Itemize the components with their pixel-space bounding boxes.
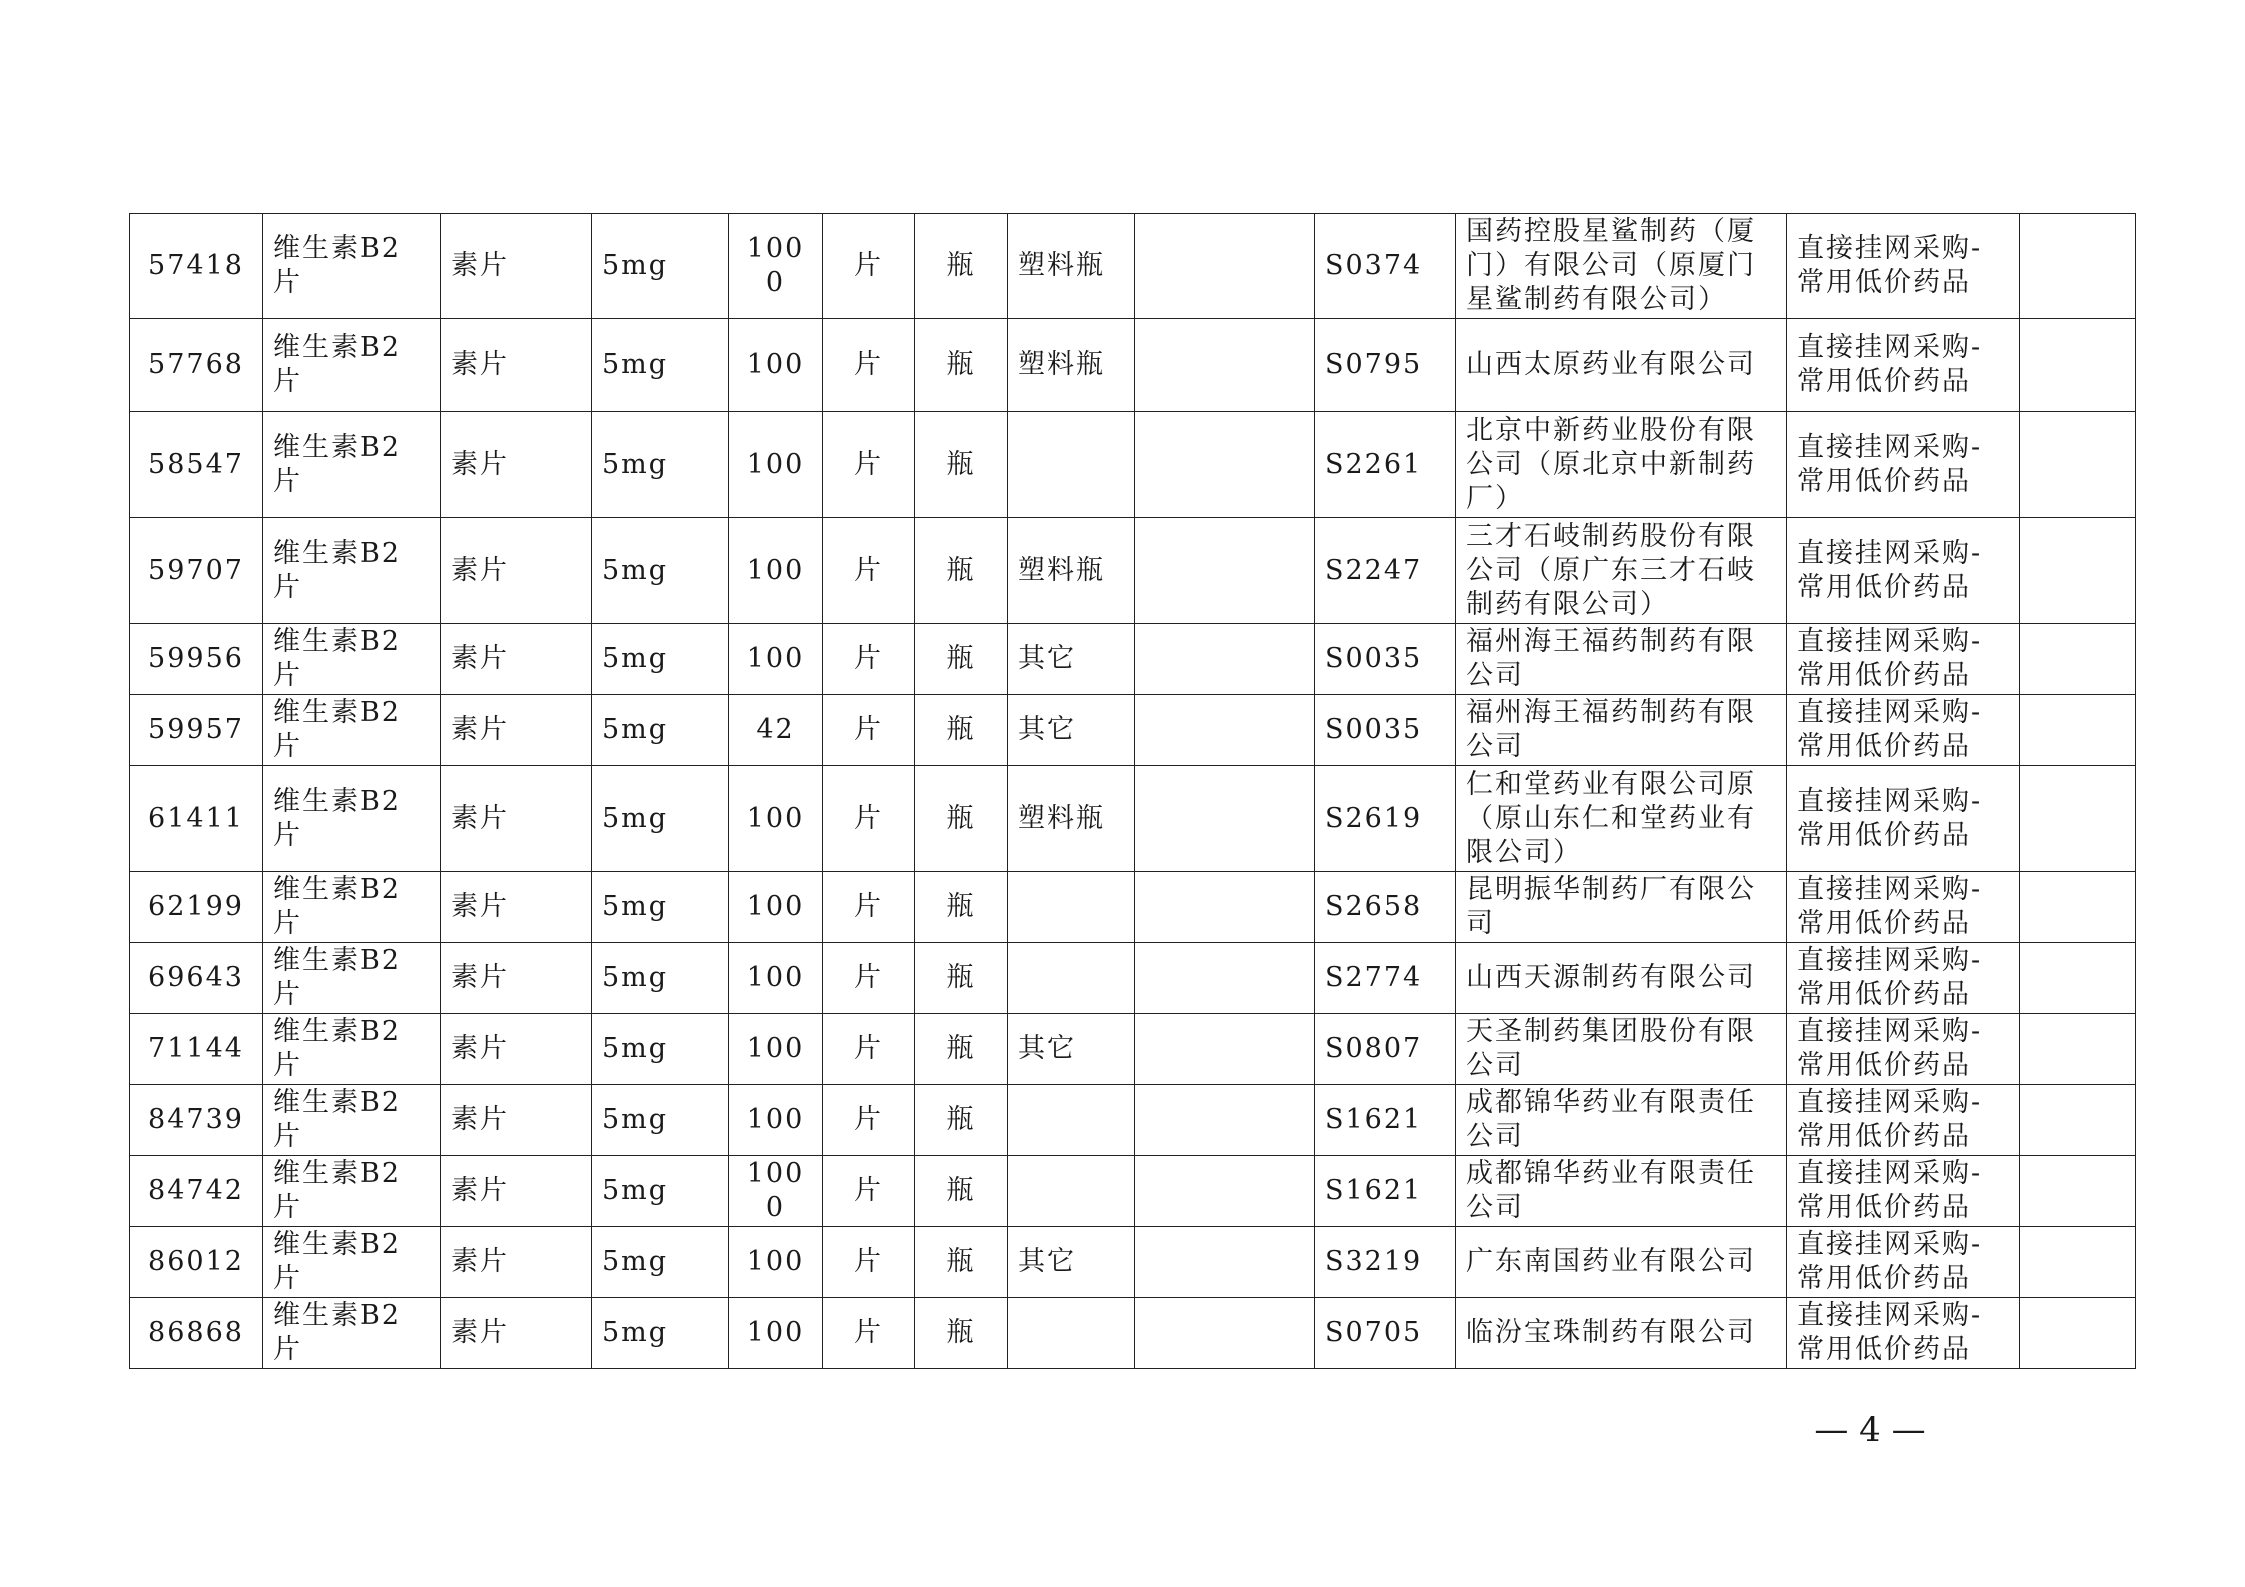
cell-quantity: 100 (729, 1227, 823, 1298)
table-row (130, 766, 2136, 872)
cell-blank (1135, 695, 1315, 766)
cell-manufacturer: 天圣制药集团股份有限公司 (1456, 1014, 1787, 1085)
cell-dosage-form: 素片 (441, 319, 592, 412)
cell-specification: 5mg (592, 214, 729, 319)
cell-specification: 5mg (592, 766, 729, 872)
cell-drug-name: 维生素B2片 (263, 412, 441, 518)
cell-product-id: 59707 (130, 518, 263, 624)
cell-procurement-category: 直接挂网采购-常用低价药品 (1787, 1227, 2020, 1298)
cell-unit: 片 (823, 872, 915, 943)
cell-drug-name: 维生素B2片 (263, 518, 441, 624)
drug-price-table (129, 213, 2136, 1369)
cell-unit: 片 (823, 766, 915, 872)
table-row (130, 1227, 2136, 1298)
cell-manufacturer: 临汾宝珠制药有限公司 (1456, 1298, 1787, 1369)
cell-manufacturer: 北京中新药业股份有限公司（原北京中新制药厂） (1456, 412, 1787, 518)
cell-package-material: 其它 (1008, 695, 1135, 766)
cell-procurement-category: 直接挂网采购-常用低价药品 (1787, 1085, 2020, 1156)
table-row (130, 1298, 2136, 1369)
table-row (130, 624, 2136, 695)
cell-procurement-category: 直接挂网采购-常用低价药品 (1787, 518, 2020, 624)
cell-drug-name: 维生素B2片 (263, 319, 441, 412)
cell-blank (1135, 766, 1315, 872)
table-row (130, 518, 2136, 624)
cell-drug-name: 维生素B2片 (263, 624, 441, 695)
cell-remarks (2020, 412, 2136, 518)
cell-quantity: 100 (729, 1085, 823, 1156)
cell-package-material (1008, 412, 1135, 518)
cell-company-code: S1621 (1315, 1156, 1456, 1227)
cell-remarks (2020, 695, 2136, 766)
cell-quantity: 100 (729, 319, 823, 412)
cell-package-unit: 瓶 (915, 1014, 1008, 1085)
cell-specification: 5mg (592, 872, 729, 943)
cell-manufacturer: 仁和堂药业有限公司原（原山东仁和堂药业有限公司） (1456, 766, 1787, 872)
cell-package-material (1008, 1156, 1135, 1227)
cell-product-id: 84742 (130, 1156, 263, 1227)
cell-dosage-form: 素片 (441, 1298, 592, 1369)
cell-company-code: S2619 (1315, 766, 1456, 872)
cell-company-code: S3219 (1315, 1227, 1456, 1298)
cell-drug-name: 维生素B2片 (263, 214, 441, 319)
cell-dosage-form: 素片 (441, 872, 592, 943)
cell-remarks (2020, 766, 2136, 872)
cell-specification: 5mg (592, 319, 729, 412)
cell-blank (1135, 1156, 1315, 1227)
cell-dosage-form: 素片 (441, 214, 592, 319)
cell-company-code: S1621 (1315, 1085, 1456, 1156)
cell-unit: 片 (823, 518, 915, 624)
cell-package-material (1008, 943, 1135, 1014)
cell-company-code: S2774 (1315, 943, 1456, 1014)
cell-procurement-category: 直接挂网采购-常用低价药品 (1787, 872, 2020, 943)
cell-product-id: 58547 (130, 412, 263, 518)
cell-drug-name: 维生素B2片 (263, 695, 441, 766)
cell-remarks (2020, 319, 2136, 412)
cell-procurement-category: 直接挂网采购-常用低价药品 (1787, 412, 2020, 518)
table-row (130, 1085, 2136, 1156)
cell-remarks (2020, 624, 2136, 695)
cell-drug-name: 维生素B2片 (263, 766, 441, 872)
cell-procurement-category: 直接挂网采购-常用低价药品 (1787, 943, 2020, 1014)
cell-drug-name: 维生素B2片 (263, 943, 441, 1014)
cell-product-id: 62199 (130, 872, 263, 943)
cell-unit: 片 (823, 319, 915, 412)
cell-package-material: 其它 (1008, 624, 1135, 695)
cell-package-material: 塑料瓶 (1008, 214, 1135, 319)
cell-package-material: 其它 (1008, 1227, 1135, 1298)
cell-unit: 片 (823, 412, 915, 518)
cell-blank (1135, 872, 1315, 943)
cell-company-code: S0374 (1315, 214, 1456, 319)
cell-manufacturer: 山西太原药业有限公司 (1456, 319, 1787, 412)
cell-package-material (1008, 1085, 1135, 1156)
cell-specification: 5mg (592, 1298, 729, 1369)
cell-blank (1135, 624, 1315, 695)
cell-company-code: S0705 (1315, 1298, 1456, 1369)
cell-product-id: 59956 (130, 624, 263, 695)
cell-remarks (2020, 1014, 2136, 1085)
cell-package-unit: 瓶 (915, 518, 1008, 624)
cell-package-unit: 瓶 (915, 412, 1008, 518)
cell-manufacturer: 山西天源制药有限公司 (1456, 943, 1787, 1014)
cell-unit: 片 (823, 1156, 915, 1227)
cell-dosage-form: 素片 (441, 1227, 592, 1298)
cell-blank (1135, 943, 1315, 1014)
cell-remarks (2020, 872, 2136, 943)
cell-dosage-form: 素片 (441, 412, 592, 518)
cell-company-code: S2261 (1315, 412, 1456, 518)
cell-package-unit: 瓶 (915, 1227, 1008, 1298)
cell-procurement-category: 直接挂网采购-常用低价药品 (1787, 1298, 2020, 1369)
cell-product-id: 71144 (130, 1014, 263, 1085)
cell-package-unit: 瓶 (915, 695, 1008, 766)
cell-quantity: 100 (729, 943, 823, 1014)
cell-unit: 片 (823, 695, 915, 766)
cell-product-id: 59957 (130, 695, 263, 766)
cell-drug-name: 维生素B2片 (263, 1085, 441, 1156)
cell-package-unit: 瓶 (915, 1298, 1008, 1369)
cell-remarks (2020, 1298, 2136, 1369)
cell-product-id: 86868 (130, 1298, 263, 1369)
cell-manufacturer: 昆明振华制药厂有限公司 (1456, 872, 1787, 943)
cell-blank (1135, 1085, 1315, 1156)
cell-unit: 片 (823, 1298, 915, 1369)
cell-manufacturer: 成都锦华药业有限责任公司 (1456, 1156, 1787, 1227)
cell-package-unit: 瓶 (915, 872, 1008, 943)
cell-package-unit: 瓶 (915, 1156, 1008, 1227)
cell-dosage-form: 素片 (441, 1085, 592, 1156)
cell-package-unit: 瓶 (915, 1085, 1008, 1156)
cell-package-material: 塑料瓶 (1008, 319, 1135, 412)
cell-procurement-category: 直接挂网采购-常用低价药品 (1787, 624, 2020, 695)
cell-quantity: 100 (729, 872, 823, 943)
cell-unit: 片 (823, 624, 915, 695)
cell-dosage-form: 素片 (441, 943, 592, 1014)
table-body (130, 214, 2136, 1369)
cell-blank (1135, 319, 1315, 412)
cell-drug-name: 维生素B2片 (263, 872, 441, 943)
cell-manufacturer: 广东南国药业有限公司 (1456, 1227, 1787, 1298)
cell-unit: 片 (823, 214, 915, 319)
cell-product-id: 86012 (130, 1227, 263, 1298)
cell-manufacturer: 三才石岐制药股份有限公司（原广东三才石岐制药有限公司） (1456, 518, 1787, 624)
cell-quantity: 1000 (729, 214, 823, 319)
cell-specification: 5mg (592, 695, 729, 766)
table-row (130, 872, 2136, 943)
cell-package-unit: 瓶 (915, 943, 1008, 1014)
cell-package-material (1008, 872, 1135, 943)
cell-unit: 片 (823, 1014, 915, 1085)
cell-dosage-form: 素片 (441, 1014, 592, 1085)
cell-specification: 5mg (592, 1227, 729, 1298)
cell-quantity: 100 (729, 766, 823, 872)
page-number: — 4 — (1814, 1410, 1926, 1450)
cell-product-id: 69643 (130, 943, 263, 1014)
table-row (130, 214, 2136, 319)
cell-blank (1135, 1014, 1315, 1085)
cell-specification: 5mg (592, 518, 729, 624)
cell-quantity: 100 (729, 624, 823, 695)
cell-company-code: S0035 (1315, 695, 1456, 766)
cell-package-material: 塑料瓶 (1008, 766, 1135, 872)
cell-package-unit: 瓶 (915, 319, 1008, 412)
cell-quantity: 100 (729, 518, 823, 624)
cell-blank (1135, 412, 1315, 518)
cell-quantity: 1000 (729, 1156, 823, 1227)
cell-product-id: 57418 (130, 214, 263, 319)
cell-drug-name: 维生素B2片 (263, 1227, 441, 1298)
cell-blank (1135, 1298, 1315, 1369)
cell-specification: 5mg (592, 943, 729, 1014)
cell-procurement-category: 直接挂网采购-常用低价药品 (1787, 695, 2020, 766)
cell-company-code: S0795 (1315, 319, 1456, 412)
cell-company-code: S0807 (1315, 1014, 1456, 1085)
cell-remarks (2020, 1156, 2136, 1227)
cell-dosage-form: 素片 (441, 766, 592, 872)
cell-unit: 片 (823, 943, 915, 1014)
table-row (130, 695, 2136, 766)
cell-quantity: 100 (729, 1014, 823, 1085)
table-row (130, 1156, 2136, 1227)
cell-dosage-form: 素片 (441, 518, 592, 624)
cell-dosage-form: 素片 (441, 695, 592, 766)
cell-package-unit: 瓶 (915, 766, 1008, 872)
cell-manufacturer: 成都锦华药业有限责任公司 (1456, 1085, 1787, 1156)
cell-company-code: S2658 (1315, 872, 1456, 943)
cell-procurement-category: 直接挂网采购-常用低价药品 (1787, 319, 2020, 412)
cell-drug-name: 维生素B2片 (263, 1014, 441, 1085)
cell-unit: 片 (823, 1085, 915, 1156)
cell-company-code: S0035 (1315, 624, 1456, 695)
cell-procurement-category: 直接挂网采购-常用低价药品 (1787, 1156, 2020, 1227)
cell-manufacturer: 国药控股星鲨制药（厦门）有限公司（原厦门星鲨制药有限公司） (1456, 214, 1787, 319)
cell-unit: 片 (823, 1227, 915, 1298)
cell-drug-name: 维生素B2片 (263, 1156, 441, 1227)
cell-package-material (1008, 1298, 1135, 1369)
table-row (130, 1014, 2136, 1085)
cell-manufacturer: 福州海王福药制药有限公司 (1456, 695, 1787, 766)
cell-procurement-category: 直接挂网采购-常用低价药品 (1787, 766, 2020, 872)
table-row (130, 319, 2136, 412)
cell-specification: 5mg (592, 624, 729, 695)
cell-specification: 5mg (592, 412, 729, 518)
cell-quantity: 42 (729, 695, 823, 766)
cell-package-material: 塑料瓶 (1008, 518, 1135, 624)
cell-product-id: 57768 (130, 319, 263, 412)
cell-quantity: 100 (729, 1298, 823, 1369)
cell-remarks (2020, 943, 2136, 1014)
cell-quantity: 100 (729, 412, 823, 518)
cell-procurement-category: 直接挂网采购-常用低价药品 (1787, 214, 2020, 319)
cell-procurement-category: 直接挂网采购-常用低价药品 (1787, 1014, 2020, 1085)
cell-package-unit: 瓶 (915, 214, 1008, 319)
cell-product-id: 84739 (130, 1085, 263, 1156)
cell-drug-name: 维生素B2片 (263, 1298, 441, 1369)
cell-remarks (2020, 1227, 2136, 1298)
cell-specification: 5mg (592, 1156, 729, 1227)
cell-blank (1135, 1227, 1315, 1298)
cell-dosage-form: 素片 (441, 624, 592, 695)
cell-package-material: 其它 (1008, 1014, 1135, 1085)
table-row (130, 943, 2136, 1014)
table-row (130, 412, 2136, 518)
cell-product-id: 61411 (130, 766, 263, 872)
cell-dosage-form: 素片 (441, 1156, 592, 1227)
cell-company-code: S2247 (1315, 518, 1456, 624)
cell-remarks (2020, 1085, 2136, 1156)
cell-remarks (2020, 518, 2136, 624)
cell-package-unit: 瓶 (915, 624, 1008, 695)
cell-manufacturer: 福州海王福药制药有限公司 (1456, 624, 1787, 695)
cell-blank (1135, 518, 1315, 624)
cell-specification: 5mg (592, 1014, 729, 1085)
cell-blank (1135, 214, 1315, 319)
cell-remarks (2020, 214, 2136, 319)
cell-specification: 5mg (592, 1085, 729, 1156)
